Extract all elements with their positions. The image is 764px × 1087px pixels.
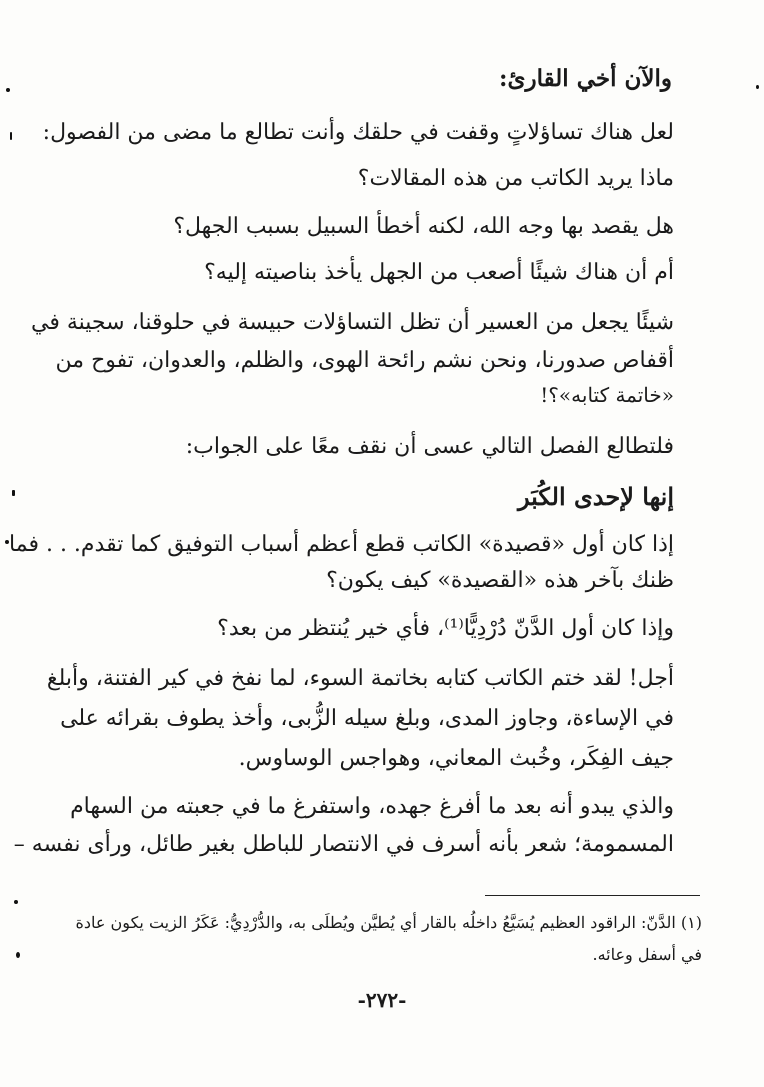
body-line: وإذا كان أول الدَّنّ دُرْدِيًّا⁽¹⁾، فأي خير يُنتظر من بعد؟ <box>217 616 674 641</box>
body-line: في الإساءة، وجاوز المدى، وبلغ سيله الزُّبى، وأخذ يطوف بقرائه على <box>60 706 674 731</box>
scan-speck <box>12 490 15 496</box>
scan-speck <box>6 88 10 92</box>
body-line: ماذا يريد الكاتب من هذه المقالات؟ <box>357 166 674 191</box>
section-heading: إنها لإحدى الكُبَر <box>517 482 674 511</box>
body-line: والذي يبدو أنه بعد ما أفرغ جهده، واستفرغ ما في جعبته من السهام <box>70 794 674 819</box>
scan-speck <box>16 952 20 958</box>
scan-speck <box>10 132 12 140</box>
footnote-line: في أسفل وعائه. <box>592 945 702 964</box>
scan-speck <box>14 900 18 904</box>
scan-speck <box>5 540 9 544</box>
body-line: «خاتمة كتابه»؟! <box>540 383 674 407</box>
scan-speck <box>756 85 759 89</box>
body-line: هل يقصد بها وجه الله، لكنه أخطأ السبيل بسبب الجهل؟ <box>173 214 674 239</box>
body-line: إذا كان أول «قصيدة» الكاتب قطع أعظم أسباب التوفيق كما تقدم. . . فما <box>9 532 674 557</box>
page-number: -٢٧٢- <box>357 988 407 1012</box>
footnote-divider <box>485 895 700 896</box>
intro-line: والآن أخي القارئ: <box>499 65 672 92</box>
body-line: ظنك بآخر هذه «القصيدة» كيف يكون؟ <box>326 568 674 593</box>
body-line: أقفاص صدورنا، ونحن نشم رائحة الهوى، والظلم، والعدوان، تفوح من <box>55 348 674 373</box>
body-line: فلتطالع الفصل التالي عسى أن نقف معًا على الجواب: <box>185 434 674 459</box>
body-line: أم أن هناك شيئًا أصعب من الجهل يأخذ بناصيته إليه؟ <box>204 260 674 285</box>
footnote-line: (١) الدَّنّ: الراقود العظيم يُسَيَّعُ داخلُه بالقار أي يُطيَّن ويُطلَى به، والدُّرْدِيُّ: عَكَرُ الزيت يكون عادة <box>75 913 702 932</box>
body-line: المسمومة؛ شعر بأنه أسرف في الانتصار للباطل بغير طائل، ورأى نفسه – <box>13 832 674 857</box>
body-line: شيئًا يجعل من العسير أن تظل التساؤلات حبيسة في حلوقنا، سجينة في <box>31 310 674 335</box>
body-line: جيف الفِكَر، وخُبث المعاني، وهواجس الوساوس. <box>238 746 674 771</box>
body-line: لعل هناك تساؤلاتٍ وقفت في حلقك وأنت تطالع ما مضى من الفصول: <box>42 120 674 145</box>
body-line: أجل! لقد ختم الكاتب كتابه بخاتمة السوء، لما نفخ في كير الفتنة، وأبلغ <box>46 666 674 691</box>
